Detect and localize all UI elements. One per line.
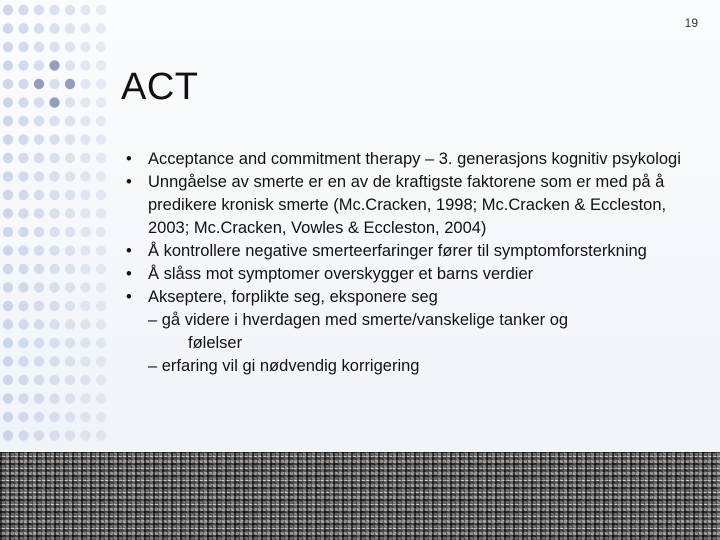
- decorative-dot: [18, 60, 28, 70]
- decorative-dot: [65, 134, 75, 144]
- decorative-dot: [65, 264, 75, 274]
- decorative-dot: [18, 153, 28, 163]
- decorative-dot: [65, 227, 75, 237]
- decorative-dot: [34, 319, 44, 329]
- decorative-dot: [80, 338, 90, 348]
- decorative-dot: [18, 338, 28, 348]
- slide-title: ACT: [121, 66, 199, 108]
- decorative-dot: [34, 208, 44, 218]
- bullet-item: • Unngåelse av smerte er en av de kraftigste faktorene som er med på å predikere kronisk smerte (Mc.Cracken, 1998; Mc.Cracken & Eccleston, 2003; Mc.Cracken, Vowles & Eccleston, 2004): [110, 171, 690, 240]
- decorative-dot: [34, 338, 44, 348]
- decorative-dot: [3, 301, 13, 311]
- decorative-dot: [80, 42, 90, 52]
- decorative-dot: [96, 42, 106, 52]
- decorative-dot: [3, 190, 13, 200]
- decorative-dot: [18, 356, 28, 366]
- decorative-dot: [18, 190, 28, 200]
- decorative-dot: [3, 375, 13, 385]
- decorative-dot: [96, 116, 106, 126]
- decorative-dot: [96, 245, 106, 255]
- decorative-dot: [80, 171, 90, 181]
- sub-item: [110, 309, 690, 355]
- decorative-dot: [3, 356, 13, 366]
- decorative-dot: [34, 190, 44, 200]
- decorative-dot: [34, 412, 44, 422]
- decorative-dot: [65, 375, 75, 385]
- decorative-dot: [96, 134, 106, 144]
- decorative-dot: [18, 301, 28, 311]
- decorative-dot: [18, 319, 28, 329]
- decorative-dot: [65, 60, 75, 70]
- decorative-dot: [65, 412, 75, 422]
- decorative-dot: [65, 282, 75, 292]
- decorative-dot: [96, 190, 106, 200]
- decorative-dot: [18, 430, 28, 440]
- decorative-dot: [18, 5, 28, 15]
- decorative-dot: [34, 393, 44, 403]
- decorative-dot: [3, 264, 13, 274]
- decorative-dot: [80, 116, 90, 126]
- decorative-dot: [18, 264, 28, 274]
- decorative-dot: [96, 79, 106, 89]
- bullet-item: • Acceptance and commitment therapy – 3. generasjons kognitiv psykologi: [110, 148, 690, 171]
- decorative-dot: [96, 208, 106, 218]
- decorative-dot: [96, 5, 106, 15]
- decorative-dot: [65, 5, 75, 15]
- decorative-dot: [34, 171, 44, 181]
- decorative-dot: [3, 430, 13, 440]
- decorative-dot: [80, 153, 90, 163]
- decorative-dot: [18, 393, 28, 403]
- decorative-dot: [18, 227, 28, 237]
- decorative-dot: [18, 208, 28, 218]
- decorative-dot: [18, 23, 28, 33]
- decorative-dot: [3, 23, 13, 33]
- decorative-dot: [49, 97, 59, 107]
- decorative-dot: [65, 208, 75, 218]
- decorative-dot: [96, 97, 106, 107]
- decorative-dot: [96, 375, 106, 385]
- bullet-item: • Å kontrollere negative smerteerfaringer fører til symptomforsterkning: [110, 240, 690, 263]
- decorative-dot: [49, 319, 59, 329]
- decorative-dot: [80, 245, 90, 255]
- decorative-dot: [65, 190, 75, 200]
- decorative-dot: [96, 153, 106, 163]
- decorative-dot: [80, 282, 90, 292]
- decorative-dot: [34, 245, 44, 255]
- decorative-dot: [18, 79, 28, 89]
- decorative-dot: [49, 282, 59, 292]
- decorative-dot: [49, 264, 59, 274]
- decorative-dot: [49, 60, 59, 70]
- decorative-dot: [18, 171, 28, 181]
- decorative-dot: [80, 430, 90, 440]
- slide-content: [110, 148, 690, 378]
- decorative-dot: [49, 412, 59, 422]
- decorative-dot-pattern: [0, 0, 120, 455]
- decorative-dot: [34, 264, 44, 274]
- decorative-dot: [49, 338, 59, 348]
- decorative-dot: [96, 356, 106, 366]
- decorative-dot: [80, 356, 90, 366]
- decorative-dot: [80, 208, 90, 218]
- decorative-dot: [65, 42, 75, 52]
- decorative-dot: [3, 97, 13, 107]
- decorative-dot: [96, 282, 106, 292]
- decorative-dot: [65, 171, 75, 181]
- decorative-dot: [96, 227, 106, 237]
- decorative-dot: [3, 153, 13, 163]
- decorative-dot: [3, 42, 13, 52]
- decorative-dot: [80, 264, 90, 274]
- bullet-list: [110, 148, 690, 309]
- sub-item-line: – gå videre i hverdagen med smerte/vanskelige tanker og: [148, 311, 569, 329]
- decorative-dot: [65, 116, 75, 126]
- decorative-dot: [49, 42, 59, 52]
- decorative-dot: [49, 245, 59, 255]
- decorative-dot: [96, 319, 106, 329]
- decorative-dot: [34, 375, 44, 385]
- decorative-dot: [80, 301, 90, 311]
- decorative-dot: [3, 79, 13, 89]
- decorative-dot: [34, 134, 44, 144]
- page-number: 19: [684, 16, 698, 30]
- decorative-dot: [49, 79, 59, 89]
- decorative-dot: [49, 301, 59, 311]
- decorative-dot: [34, 5, 44, 15]
- decorative-dot: [18, 282, 28, 292]
- decorative-dot: [3, 171, 13, 181]
- decorative-dot: [34, 60, 44, 70]
- decorative-dot: [96, 23, 106, 33]
- decorative-dot: [34, 301, 44, 311]
- decorative-dot: [3, 393, 13, 403]
- decorative-dot: [49, 134, 59, 144]
- decorative-dot: [3, 60, 13, 70]
- decorative-dot: [96, 301, 106, 311]
- decorative-dot: [34, 153, 44, 163]
- decorative-dot: [96, 60, 106, 70]
- decorative-dot: [49, 116, 59, 126]
- decorative-dot: [49, 208, 59, 218]
- bullet-item: • Akseptere, forplikte seg, eksponere seg: [110, 286, 690, 309]
- decorative-dot: [18, 245, 28, 255]
- decorative-dot: [49, 227, 59, 237]
- decorative-dot: [65, 356, 75, 366]
- decorative-dot: [80, 375, 90, 385]
- decorative-dot: [65, 153, 75, 163]
- decorative-dot: [80, 134, 90, 144]
- decorative-dot: [49, 23, 59, 33]
- decorative-dot: [80, 393, 90, 403]
- decorative-dot: [3, 412, 13, 422]
- decorative-dot: [96, 264, 106, 274]
- sub-item: – erfaring vil gi nødvendig korrigering: [148, 357, 420, 375]
- decorative-dot: [34, 282, 44, 292]
- decorative-dot: [49, 375, 59, 385]
- decorative-dot: [49, 393, 59, 403]
- decorative-dot: [34, 79, 44, 89]
- decorative-dot: [34, 430, 44, 440]
- decorative-dot: [3, 227, 13, 237]
- decorative-dot: [18, 375, 28, 385]
- decorative-dot: [49, 430, 59, 440]
- decorative-dot: [34, 23, 44, 33]
- decorative-dot: [3, 208, 13, 218]
- decorative-dot: [65, 79, 75, 89]
- decorative-dot: [3, 338, 13, 348]
- decorative-dot: [80, 60, 90, 70]
- decorative-dot: [65, 301, 75, 311]
- decorative-dot: [96, 171, 106, 181]
- corrupted-image-overlay: [0, 452, 720, 540]
- decorative-dot: [80, 412, 90, 422]
- decorative-dot: [49, 171, 59, 181]
- decorative-dot: [18, 412, 28, 422]
- decorative-dot: [18, 42, 28, 52]
- sub-item-line: følelser: [188, 334, 243, 352]
- decorative-dot: [65, 97, 75, 107]
- decorative-dot: [80, 319, 90, 329]
- decorative-dot: [49, 190, 59, 200]
- decorative-dot: [65, 319, 75, 329]
- decorative-dot: [3, 116, 13, 126]
- decorative-dot: [49, 5, 59, 15]
- decorative-dot: [80, 227, 90, 237]
- decorative-dot: [49, 153, 59, 163]
- decorative-dot: [34, 97, 44, 107]
- decorative-dot: [96, 338, 106, 348]
- decorative-dot: [65, 393, 75, 403]
- decorative-dot: [34, 356, 44, 366]
- decorative-dot: [80, 5, 90, 15]
- decorative-dot: [34, 42, 44, 52]
- bullet-item: • Å slåss mot symptomer overskygger et barns verdier: [110, 263, 690, 286]
- decorative-dot: [80, 190, 90, 200]
- decorative-dot: [96, 393, 106, 403]
- decorative-dot: [80, 79, 90, 89]
- decorative-dot: [3, 319, 13, 329]
- decorative-dot: [3, 245, 13, 255]
- decorative-dot: [18, 134, 28, 144]
- decorative-dot: [18, 97, 28, 107]
- decorative-dot: [96, 412, 106, 422]
- decorative-dot: [18, 116, 28, 126]
- decorative-dot: [34, 116, 44, 126]
- decorative-dot: [65, 338, 75, 348]
- decorative-dot: [65, 245, 75, 255]
- decorative-dot: [3, 5, 13, 15]
- decorative-dot: [80, 97, 90, 107]
- decorative-dot: [96, 430, 106, 440]
- decorative-dot: [34, 227, 44, 237]
- decorative-dot: [80, 23, 90, 33]
- decorative-dot: [49, 356, 59, 366]
- decorative-dot: [65, 23, 75, 33]
- decorative-dot: [3, 282, 13, 292]
- decorative-dot: [3, 134, 13, 144]
- decorative-dot: [65, 430, 75, 440]
